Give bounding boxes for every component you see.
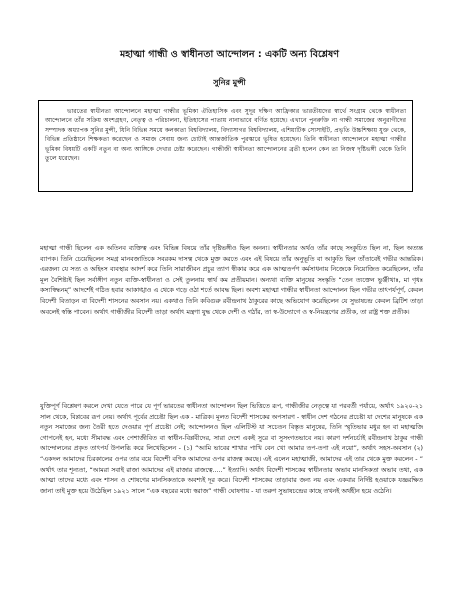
abstract-box [38, 100, 413, 192]
abstract-text: ভারতের স্বাধীনতা আন্দোলনে মহাত্মা গান্ধীর ভূমিকা ঐতিহাসিক এবং সুদূর দক্ষিণ আফ্রিকার ভারতীয়দের স্বার্থে সংগ্রাম থেকে স্বাধীনতা আন্দোলনে তাঁর সক্রিয় অংশগ্রহণ, নেতৃত্ব ও পরিচালনা, ইতিহাসের পাতায় নানাভাবে বর্ণিত হয়েছে। এখানে পুনরুক্তি না গান্ধী সমাজের অনুরাগীদের সম্পাদক অধ্যাপক সুনির মুন্সী, যিনি বিভিন্ন সময়ে কলকাতা বিশ্ববিদ্যালয়, বিদ্যাসাগর বিশ্ববিদ্যালয়, এশিয়াটিক সোসাইটি, প্রভৃতি উচ্চশিক্ষায় যুক্ত থেকে, বিভিন্ন প্রতিষ্ঠানে শিক্ষকতা করেছেন ও সমাজ সেবায় জন্য চোটাই আন্তর্জাতিক পুরস্কারে ভূষিত হয়েছেন। তিনি স্বাধীনতা আন্দোলনে মহাত্মা গান্ধীর ভূমিকা বিষয়টি একটি নতুন বা অন্য আঙ্গিকে দেখার চেষ্টা করেছেন। গান্ধীজী স্বাধীনতা আন্দোলনের ব্রতী হলেন কেন তা নিজস্ব দৃষ্টিভঙ্গী থেকে তিনি তুলে ধরেছেন। [45, 108, 406, 163]
article-title: মহাত্মা গান্ধী ও স্বাধীনতা আন্দোলন : একটি অন্য বিশ্লেষণ [120, 49, 339, 60]
body-paragraph-1: মহাত্মা গান্ধী ছিলেন এক অতিনব ব্যক্তিত্ব এবং বিভিন্ন বিষয়ে তাঁর দৃষ্টিভঙ্গীও ছিল অনন্য। স্বাধীনতার অর্থও তাঁর কাছে সংকুচিত ছিল না, ছিল অত্যন্ত ব্যাপক। তিনি চেয়েছিলেন সমগ্র মানবজাতিকে সবরকম দাসত্ব থেকে মুক্ত করতে এবং এই বিষয়ে তাঁর অনুভূতি বা আকুতি ছিল তাঁতাবেই গভীর আন্তরিক। এরজন্য যে সত্য ও অহিংস ব্যবস্থার আদর্শ করে তিনি সারাজীবন প্রচুর ত্যাগ স্বীকার করে এক আত্মতর্পণ কর্মসাধনায় নিজেকে নিয়োজিত করেছিলেন, তাঁর মূল বৈশিষ্ট্যই ছিল সর্বাঙ্গীণ নতুন ব্যক্তি-স্বাধীনতা ও সেই তুলনায় স্বার্থ কম প্রতীয়মান। অন্যথা ব্যক্তি মানুষের সংস্কৃতি “তেন ত্যক্তেন ভুঞ্জীথাঃ, মা গৃধঃ কস্যস্বিদ্ধনম্” আদর্শেই গঠিত হবার আকাঙ্খাও এ থেকে গড়ে ওঠা শর্তে আবদ্ধ ছিল। অবশ্য মহাত্মা গান্ধীর স্বাধীনতা আন্দোলন ছিল গভীর তাৎপর্যপূর্ণ, কেবল বিদেশী বিতাড়ন বা বিদেশী শাসনের অবসান নয়। একথাও তিনি কবিগুরু রবীন্দ্রনাথ ঠাকুরের কাছে অভিযোগ করেছিলেন যে সুভাষচন্দ্র কেবল ব্রিটিশ তাড়া অবলেই স্বস্তি পাবেন। অর্থাৎ গান্ধীজীর বিদেশী তাড়া অর্থাৎ মন্ত্রণা যুদ্ধ থেকে দেশী ও গঠাঁর, তা স্ব-উদ্যোগে ও স্ব-নিয়ন্ত্রণের প্রতীক, তা রাষ্ট্র শক্ত প্রতীক। [40, 245, 423, 316]
article-author: সুনির মুন্সী [213, 78, 246, 87]
body-paragraph-2: যুক্তিপূর্ণ বিশ্লেষণ করলে দেখা যেতে পারে যে পূর্ণ ভারতের স্বাধীনতা আন্দোলন ছিল ভিত্তিতে রূপ, গান্ধীজীর নেতৃত্বে যা পরবর্তী পর্যায়ে, অর্থাৎ ১৯২০-২১ সাল থেকে, বিপ্লবের রূপ নেয়। অর্থাৎ পূর্বের প্রচেষ্টা ছিল এক - মাত্রিক। মূলত বিদেশী শাসকের অপসারণ - স্বাধীন দেশ গঠনের প্রচেষ্টা যা দেশের মানুষকে এক নতুন সমাজের জন্য তৈরী হতে দেওয়ার পূর্ণ প্রচেষ্টা নেই; আন্দোলনও ছিল এলিটিস্ট যা সচেতন বিস্তৃত মানুষের, তিনি স্মৃতিভার মধুর হন বা মহাত্মজি গোপনেই হন, মধ্যে সীমাবদ্ধ এবং পেশাজীবিত বা স্বাধীন-বিপ্লবীদের, সারা দেশে একই সুরে বা সুসংগতভাবে নয়। কারণ দর্শনচর্চাই রবীন্দ্রনাথ ঠাকুর গান্ধী আন্দোলনের প্রকৃত তাৎপর্য উপলব্ধি করে লিখেছিলেন - (১) “আমি ভাবের শাখার পাখি বেন খো আমার তপ-তপা এই নয়ো”, অর্থাৎ সহস-অবসান (২) “একদল আমাদের চিরকালের ওপর তার বয়ে বিদেশী বণিক আমাদের ওপর রাজত্ব করছে। এই এলেন মহাত্মাজী, আমাদের এই তার থেকে মুক্ত করলেন - ” অর্থাৎ তার শূন্যতা, “আমরা সবাই রাজা আমাদের এই রাজার রাজত্বে.....” ইত্যাদি। অর্থাৎ বিদেশী শাসকের স্বাধীনতার অভাব মানসিকতা অভাব তথা, এক আত্মা তাদের মধ্যে এবং শাসন ও শোষণের মানসিকতাকে অবশ্যই দূর করে। বিদেশী শাসকের তাড়াবার জন্য নয় এবং একবার নির্দিষ্ট হওয়াকে যজ্ঞরক্ষিত জানা তাই মুক্ত হয়ে উঠেছিল ১৯২১ সালে “এক বছরের মধ্যে স্বরাজ” গান্ধী ঘোষণায় - যা তরুণ সুভাষচন্দ্রের কাছে তখনই অর্থহীন হয়ে ওঠেনি। [40, 403, 423, 495]
